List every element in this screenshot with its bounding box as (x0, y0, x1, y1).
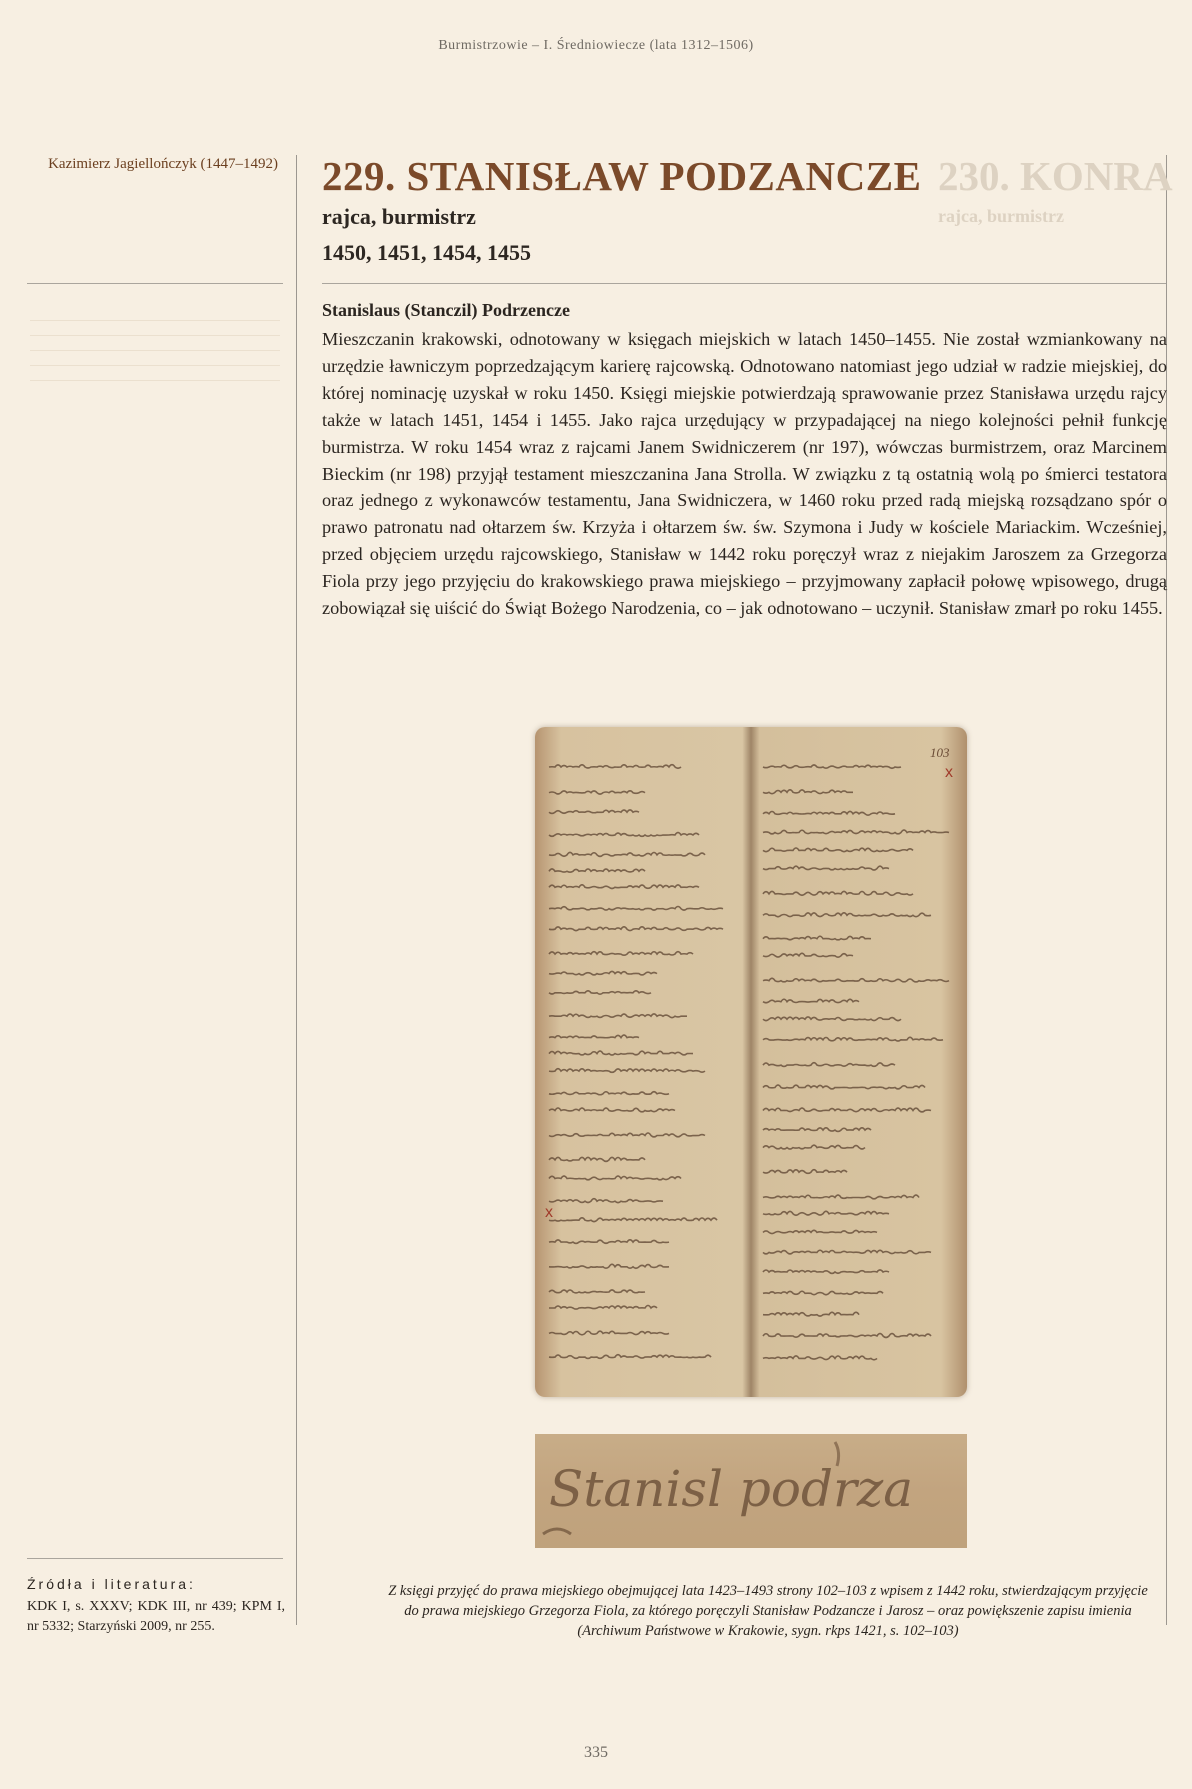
handwriting-line (549, 1157, 645, 1161)
sources-text: KDK I, s. XXXV; KDK III, nr 439; KPM I, nr 5332; Starzyński 2009, nr 255. (27, 1599, 285, 1634)
handwriting-line (763, 953, 853, 957)
handwriting-line (763, 1145, 865, 1149)
handwriting-line (549, 1069, 705, 1073)
handwriting-line (763, 1250, 931, 1254)
manuscript-photo (535, 727, 967, 1397)
handwriting-line (549, 1264, 669, 1268)
latin-name: Stanislaus (Stanczil) Podrzencze (322, 300, 570, 320)
svg-text:Stanisl podrza: Stanisl podrza (549, 1460, 914, 1518)
handwriting-line (549, 1035, 639, 1038)
handwriting-line (763, 1085, 925, 1089)
handwriting-line (763, 1334, 931, 1338)
signature-enlargement (535, 1434, 967, 1548)
handwriting-line (549, 885, 699, 889)
handwriting-line (763, 765, 901, 768)
handwriting-line (549, 833, 699, 837)
figure-caption: Z księgi przyjęć do prawa miejskiego obejmującej lata 1423–1493 strony 102–103 z wpisem z 1442 roku, stwierdzającym przyjęcie do prawa miejskiego Grzegorza Fiola, za którego poręczyli Stanisław Podzancze i Jarosz – oraz powiększenie zapisu imienia (Archiwum Państwowe w Krakowie, sygn. rkps 1421, s. 102–103) (388, 1583, 1148, 1639)
handwriting-line (763, 1291, 883, 1295)
ghost-next-entry-office: rajca, burmistrz (938, 206, 1064, 226)
folio-number: 103 (930, 745, 950, 760)
handwriting-line (549, 927, 723, 931)
handwriting-line (549, 1355, 711, 1359)
handwriting-line (549, 1108, 675, 1112)
handwriting-line (763, 1211, 889, 1215)
running-header: Burmistrzowie – I. Średniowiecze (lata 1312–1506) (438, 38, 754, 53)
handwriting-line (549, 869, 645, 872)
handwriting-line (549, 1218, 717, 1222)
handwriting-line (763, 1195, 919, 1199)
ghost-next-entry-title: 230. KONRA (938, 153, 1173, 199)
handwriting-line (763, 848, 913, 852)
entry-years: 1450, 1451, 1454, 1455 (322, 240, 531, 265)
sidebar-rule (27, 283, 283, 284)
handwriting-line (549, 1092, 669, 1095)
column-divider (296, 155, 297, 1625)
handwriting-line (549, 971, 657, 975)
handwriting-line (763, 999, 859, 1003)
header-rule (322, 283, 1166, 284)
handwriting-line (549, 1306, 657, 1310)
handwriting-line (763, 1017, 901, 1021)
entry-office: rajca, burmistrz (322, 204, 476, 229)
handwriting-line (763, 913, 931, 917)
handwriting-line (549, 1176, 681, 1180)
handwriting-line (763, 1356, 877, 1360)
handwriting-line (549, 952, 693, 956)
handwriting-line (763, 866, 889, 870)
handwriting-line (549, 1240, 669, 1244)
sidebar-bottom-rule (27, 1558, 283, 1559)
handwriting-line (763, 1230, 877, 1233)
handwriting-line (549, 1331, 669, 1335)
sidebar-bleed-through (30, 320, 280, 395)
handwriting-line (763, 811, 895, 815)
handwriting-line (763, 1170, 847, 1174)
signature-handwriting-image (535, 1434, 967, 1548)
red-mark-icon: x (945, 764, 953, 781)
handwriting-line (763, 790, 853, 794)
handwriting-line (549, 991, 651, 994)
red-mark-icon: x (545, 1204, 553, 1221)
handwriting-line (763, 1270, 889, 1274)
handwriting-line (549, 1199, 663, 1203)
handwriting-line (549, 1014, 687, 1018)
handwriting-line (549, 1290, 645, 1293)
handwriting-line (549, 1133, 705, 1137)
biography-text: Mieszczanin krakowski, odnotowany w księgach miejskich w latach 1450–1455. Nie został wzmiankowany na urzędzie ławniczym poprzedzającym karierę rajcowską. Odnotowano natomiast jego udział w radzie miejskiej, do której nominację uzyskał w roku 1450. Księgi miejskie potwierdzają sprawowanie przez Stanisława urzędu rajcy także w latach 1451, 1454 i 1455. Jako rajca urzędujący w przypadającej na niego kolejności pełnił funkcję burmistrza. W roku 1454 wraz z rajcami Janem Swidniczerem (nr 197), wówczas burmistrzem, oraz Marcinem Bieckim (nr 198) przyjął testament mieszczanina Jana Strolla. W związku z tą ostatnią wolą po śmierci testatora oraz jednego z wykonawców testamentu, Jana Swidniczera, w 1460 roku przed radą miejską rozsądzano spór o prawo patronatu nad ołtarzem św. Krzyża i ołtarzem św. św. Szymona i Judy w kościele Mariackim. Wcześniej, przed objęciem urzędu rajcowskiego, Stanisław w 1442 roku poręczył wraz z niejakim Jaroszem za Grzegorza Fiola przy jego przyjęciu do krakowskiego prawa miejskiego – przyjmowany zapłacił połowę wpisowego, drugą zobowiązał się uiścić do Świąt Bożego Narodzenia, co – jak odnotowano – uczynił. Stanisław zmarł po roku 1455. (322, 329, 1167, 619)
handwriting-line (549, 907, 723, 911)
handwriting-line (549, 765, 681, 769)
handwriting-line (763, 1312, 859, 1316)
handwriting-line (549, 852, 705, 856)
handwriting-line (549, 791, 645, 794)
handwriting-line (763, 1128, 871, 1132)
handwriting-line (763, 1063, 895, 1067)
page-number: 335 (584, 1744, 608, 1761)
handwriting-line (763, 830, 949, 834)
era-label: Kazimierz Jagiellończyk (1447–1492) (48, 156, 278, 172)
handwriting-line (763, 891, 913, 895)
entry-title: 229. STANISŁAW PODZANCZE (322, 153, 922, 199)
handwriting-line (549, 810, 639, 814)
handwriting-line (763, 1037, 943, 1041)
handwriting-line (763, 1108, 931, 1112)
sources-heading: Źródła i literatura: (27, 1576, 196, 1592)
handwriting-line (763, 936, 871, 940)
handwriting-line (549, 1051, 693, 1055)
manuscript-handwriting-image (535, 727, 967, 1397)
handwriting-line (763, 978, 949, 982)
